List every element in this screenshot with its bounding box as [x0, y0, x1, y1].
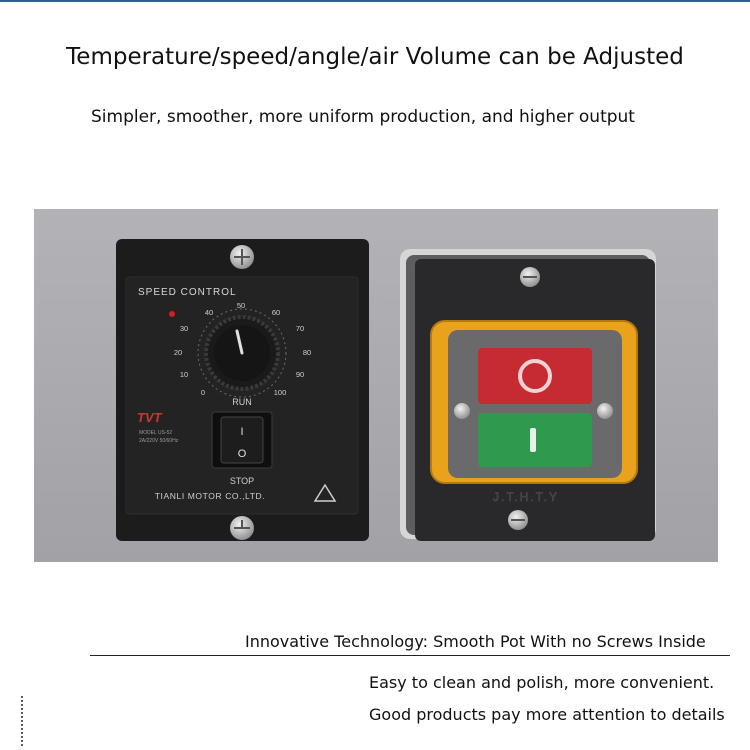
maker-label: TIANLI MOTOR CO.,LTD. — [154, 491, 266, 501]
dotted-decoration — [20, 695, 24, 747]
dial-tick-label: 90 — [295, 370, 305, 379]
product-illustration — [34, 209, 718, 562]
switch-on-symbol: I — [240, 426, 244, 438]
rating-label: 2A/220V 50/60Hz — [139, 438, 179, 444]
dial-tick-label: 0 — [200, 388, 206, 397]
note-line: Easy to clean and polish, more convenient. — [369, 673, 715, 692]
embossed-text: J.T.H.T.Y — [492, 490, 560, 504]
subheadline: Simpler, smoother, more uniform production, and higher output — [91, 107, 635, 127]
dial-tick-label: 40 — [204, 308, 214, 317]
dial-tick-label: 30 — [179, 324, 189, 333]
dial-tick-label: 70 — [295, 324, 305, 333]
screw-icon — [597, 403, 613, 419]
speed-controller — [116, 239, 369, 541]
model-label: MODEL US-52 — [139, 430, 173, 436]
product-photo — [34, 209, 718, 562]
dial-tick-label: 20 — [173, 348, 183, 357]
note-line: Good products pay more attention to details — [369, 705, 725, 724]
switch-off-symbol: O — [237, 448, 247, 460]
green-on-button[interactable] — [478, 413, 592, 467]
stop-label: STOP — [229, 476, 255, 486]
dial-tick-label: 100 — [273, 388, 287, 397]
speed-control-label: SPEED CONTROL — [138, 287, 237, 298]
brand-logo: TVT — [137, 410, 162, 425]
caption-divider — [90, 655, 730, 656]
dial-tick-label: 80 — [302, 348, 312, 357]
top-border-line — [0, 0, 750, 2]
power-led-icon — [169, 311, 175, 317]
push-button-switch-box — [400, 249, 656, 541]
red-off-button[interactable] — [478, 348, 592, 404]
dial-tick-label: 50 — [236, 301, 246, 310]
dial-tick-label: 10 — [179, 370, 189, 379]
caption: Innovative Technology: Smooth Pot With no Screws Inside — [245, 632, 706, 651]
headline: Temperature/speed/angle/air Volume can be Adjusted — [66, 44, 684, 70]
run-stop-rocker-switch[interactable] — [212, 412, 272, 468]
dial-tick-label: 60 — [271, 308, 281, 317]
screw-icon — [454, 403, 470, 419]
run-label: RUN — [232, 397, 252, 407]
